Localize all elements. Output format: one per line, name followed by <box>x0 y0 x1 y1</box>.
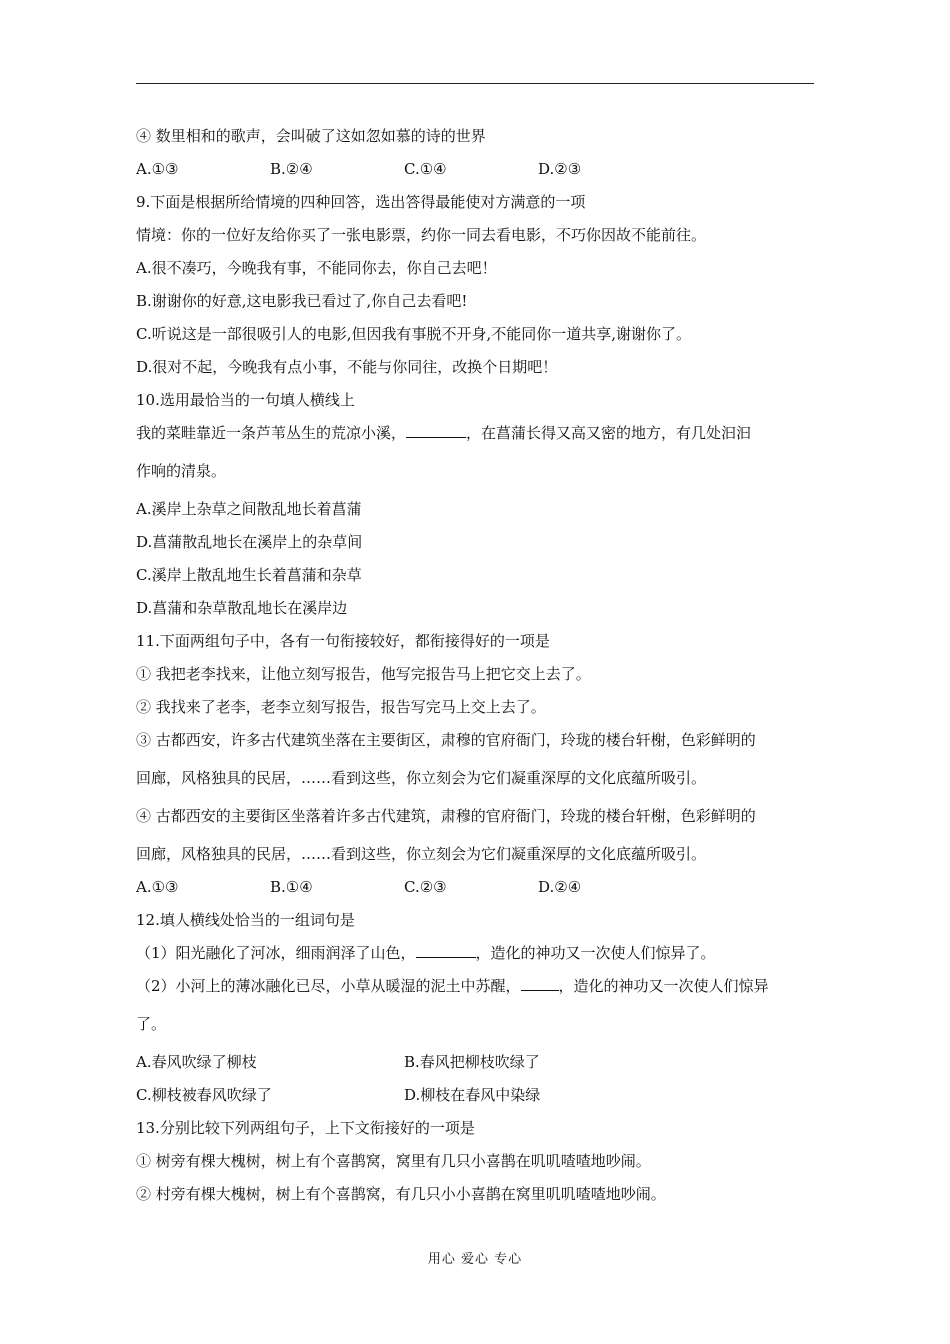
text-line: ① 我把老李找来，让他立刻写报告，他写完报告马上把它交上去了。 <box>136 665 591 683</box>
text-line: B.谢谢你的好意,这电影我已看过了,你自己去看吧! <box>136 292 468 310</box>
answer-options <box>136 157 816 190</box>
option-a: A.春风吹绿了柳枝 <box>136 1053 257 1071</box>
option-d: D.柳枝在春风中染绿 <box>404 1086 541 1104</box>
option-b: B.春风把柳枝吹绿了 <box>404 1053 540 1071</box>
question-10: 10.选用最恰当的一句填人横线上 <box>136 391 355 409</box>
option-c: C.②③ <box>404 878 447 896</box>
text-line: ① 树旁有棵大槐树，树上有个喜鹊窝，窝里有几只小喜鹊在叽叽喳喳地吵闹。 <box>136 1152 651 1170</box>
text-line: A.溪岸上杂草之间散乱地长着菖蒲 <box>136 500 362 518</box>
text-line: C.溪岸上散乱地生长着菖蒲和杂草 <box>136 566 362 584</box>
text-line: 回廊，风格独具的民居，……看到这些，你立刻会为它们凝重深厚的文化底蕴所吸引。 <box>136 769 707 787</box>
text-segment: 我的菜畦靠近一条芦苇丛生的荒凉小溪， <box>136 424 407 442</box>
option-d: D.②④ <box>538 878 582 896</box>
option-b: B.①④ <box>270 878 313 896</box>
text-line: ④ 古都西安的主要街区坐落着许多古代建筑，肃穆的官府衙门，玲珑的楼台轩榭，色彩鲜明的 <box>136 807 756 825</box>
option-b: B.②④ <box>270 160 313 178</box>
question-13: 13.分别比较下列两组句子，上下文衔接好的一项是 <box>136 1119 475 1137</box>
document-body <box>136 124 816 1215</box>
text-segment: （1）阳光融化了河冰，细雨润泽了山色， <box>136 944 416 962</box>
option-a: A.①③ <box>136 160 179 178</box>
text-line: D.菖蒲散乱地长在溪岸上的杂草间 <box>136 533 363 551</box>
text-line: ② 我找来了老李，老李立刻写报告，报告写完马上交上去了。 <box>136 698 546 716</box>
option-c: C.①④ <box>404 160 447 178</box>
text-line: D.很对不起，今晚我有点小事，不能与你同往，改换个日期吧！ <box>136 358 558 376</box>
text-segment: ，在菖蒲长得又高又密的地方，有几处汩汩 <box>466 424 752 442</box>
answer-options <box>136 1050 816 1083</box>
text-line: 情境：你的一位好友给你买了一张电影票，约你一同去看电影，不巧你因故不能前往。 <box>136 226 707 244</box>
text-segment: ，造化的神功又一次使人们惊异 <box>558 977 769 995</box>
question-11: 11.下面两组句子中，各有一句衔接较好，都衔接得好的一项是 <box>136 632 550 650</box>
text-line: 了。 <box>136 1015 167 1033</box>
question-12: 12.填人横线处恰当的一组词句是 <box>136 911 355 929</box>
text-line <box>136 941 816 974</box>
text-line: 作响的清泉。 <box>136 462 227 480</box>
option-c: C.柳枝被春风吹绿了 <box>136 1086 272 1104</box>
fill-blank <box>406 423 466 438</box>
text-line <box>136 421 816 459</box>
text-line: C.听说这是一部很吸引人的电影,但因我有事脱不开身,不能同你一道共享,谢谢你了。 <box>136 325 692 343</box>
answer-options <box>136 875 816 908</box>
text-line: A.很不凑巧，今晚我有事，不能同你去，你自己去吧！ <box>136 259 497 277</box>
text-line <box>136 974 816 1012</box>
option-a: A.①③ <box>136 878 179 896</box>
text-line: ④ 数里相和的歌声，会叫破了这如忽如慕的诗的世界 <box>136 127 486 145</box>
text-segment: （2）小河上的薄冰融化已尽，小草从暖湿的泥土中苏醒， <box>136 977 521 995</box>
text-line: ③ 古都西安，许多古代建筑坐落在主要街区，肃穆的官府衙门，玲珑的楼台轩榭，色彩鲜明的 <box>136 731 756 749</box>
text-segment: ，造化的神功又一次使人们惊异了。 <box>475 944 716 962</box>
fill-blank <box>416 943 476 958</box>
text-line: 回廊，风格独具的民居，……看到这些，你立刻会为它们凝重深厚的文化底蕴所吸引。 <box>136 845 707 863</box>
page-footer: 用心 爱心 专心 <box>427 1252 523 1267</box>
header-rule <box>136 83 814 84</box>
option-d: D.②③ <box>538 160 582 178</box>
answer-options <box>136 1083 816 1116</box>
text-line: D.菖蒲和杂草散乱地长在溪岸边 <box>136 599 348 617</box>
fill-blank <box>521 976 559 991</box>
text-line: ② 村旁有棵大槐树，树上有个喜鹊窝，有几只小小喜鹊在窝里叽叽喳喳地吵闹。 <box>136 1185 666 1203</box>
question-9: 9.下面是根据所给情境的四种回答，选出答得最能使对方满意的一项 <box>136 193 586 211</box>
